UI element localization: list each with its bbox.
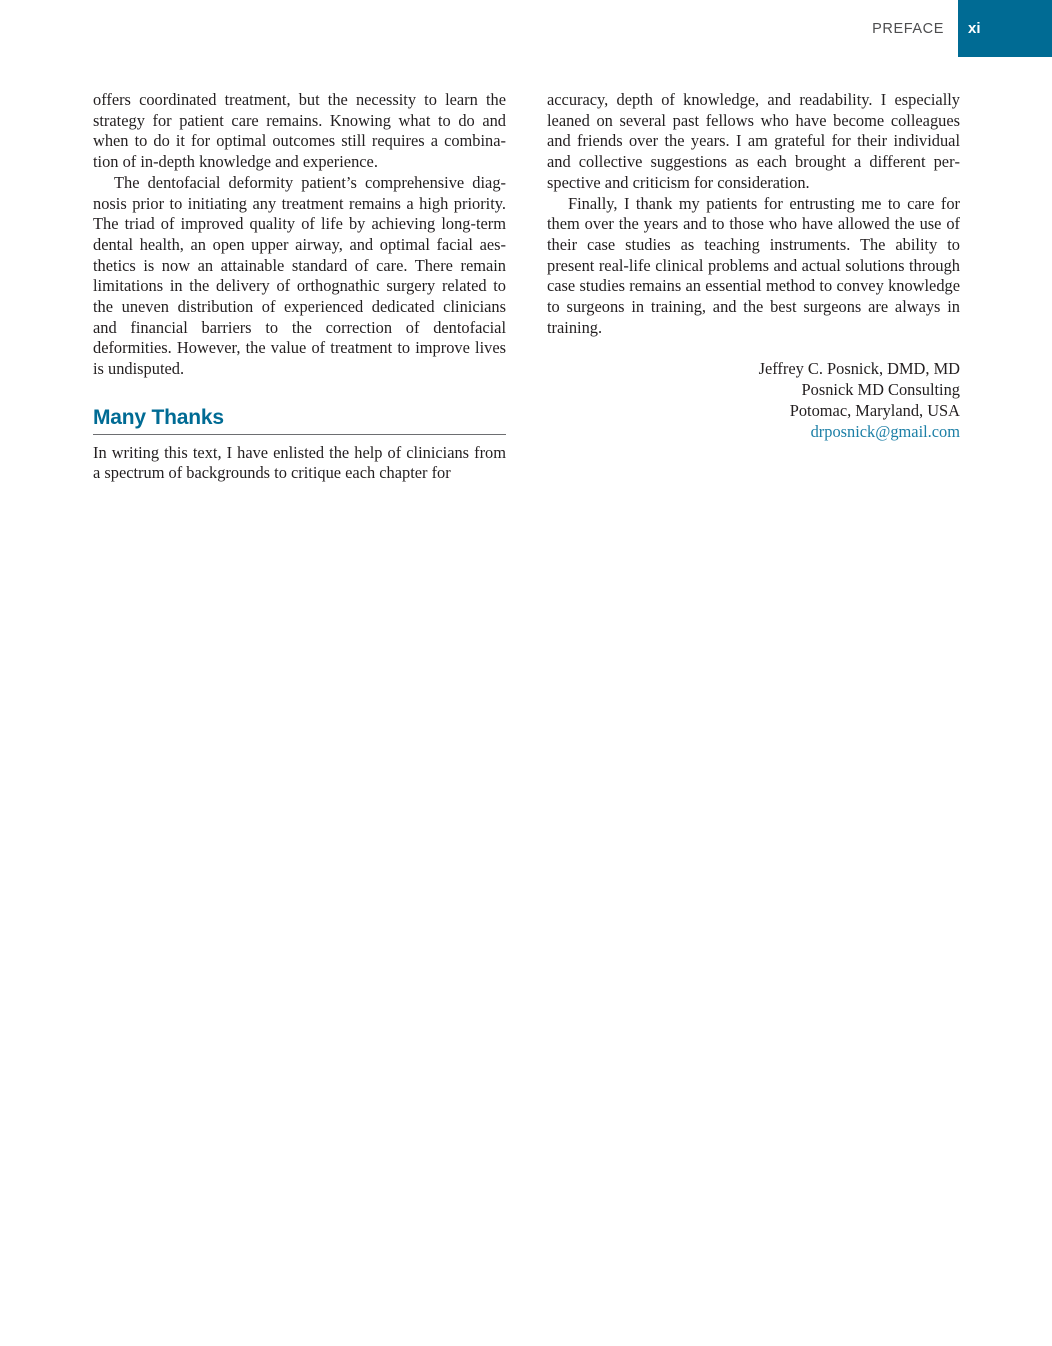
running-head (872, 0, 1052, 57)
signature-block (547, 359, 960, 442)
left-column (93, 90, 506, 484)
right-column (547, 90, 960, 442)
page-number: xi (958, 0, 1052, 57)
paragraph: The dentofacial deformity patient’s comprehensive diagnosis prior to initiating any treatment remains a high priority. The triad of improved quality of life by achieving long-term dental health, an open upper airway, and optimal facial aesthetics is now an attainable standard of care. There remain limitations in the delivery of orthognathic surgery related to the uneven distribution of experienced dedicated clinicians and financial barriers to the correction of dentofacial deformities. However, the value of treatment to improve lives is undisputed. (93, 172, 506, 379)
paragraph: offers coordinated treatment, but the necessity to learn the strategy for patient care remains. Knowing what to do and when to do it for optimal outcomes still requires a combination of in-depth knowledge and experience. (93, 90, 506, 172)
paragraph: Finally, I thank my patients for entrusting me to care for them over the years and to those who have allowed the use of their case studies as teaching instruments. The ability to present real-life clinical problems and actual solutions through case studies remains an essential method to convey knowledge to surgeons in training, and the best surgeons are always in training. (547, 193, 960, 337)
section-heading: Many Thanks (93, 408, 506, 435)
paragraph: accuracy, depth of knowledge, and readability. I especially leaned on several past fellows who have become colleagues and friends over the years. I am grateful for their individual and collective suggestions as each brought a different perspective and criticism for consideration. (547, 90, 960, 192)
running-head-section: PREFACE (872, 20, 944, 37)
paragraph: In writing this text, I have enlisted the help of clinicians from a spectrum of backgrounds to critique each chapter for (93, 442, 506, 483)
author-organization: Posnick MD Consulting (801, 380, 960, 400)
email-link[interactable]: drposnick@gmail.com (810, 421, 960, 441)
author-location: Potomac, Maryland, USA (789, 400, 960, 420)
author-name: Jeffrey C. Posnick, DMD, MD (758, 359, 960, 379)
